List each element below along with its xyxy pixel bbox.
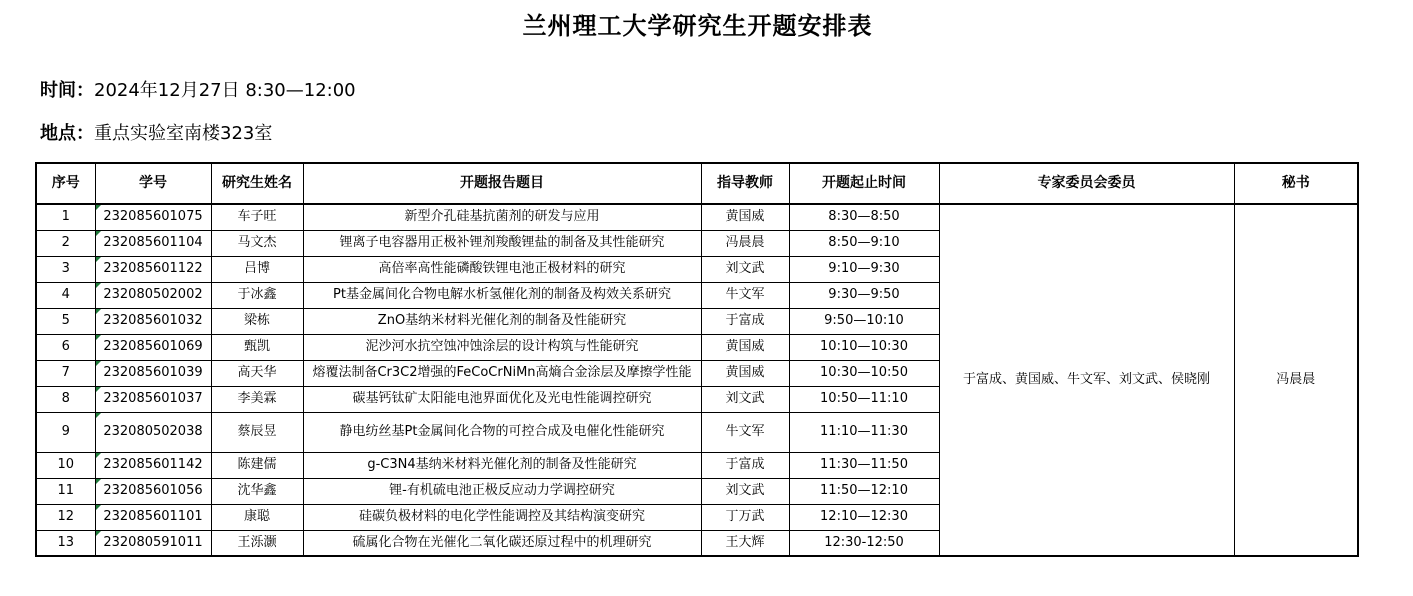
cell-topic: 锂离子电容器用正极补锂剂羧酸锂盐的制备及其性能研究: [303, 230, 701, 256]
cell-time: 11:10—11:30: [789, 412, 939, 452]
place-value: 重点实验室南楼323室: [94, 123, 273, 144]
cell-no: 4: [36, 282, 95, 308]
cell-time: 10:10—10:30: [789, 334, 939, 360]
cell-topic: 硫属化合物在光催化二氧化碳还原过程中的机理研究: [303, 530, 701, 556]
cell-student-id: [95, 452, 211, 478]
student-id-text: 232085601122: [103, 260, 203, 276]
cell-student-id: [95, 204, 211, 230]
cell-no: 8: [36, 386, 95, 412]
cell-topic: 新型介孔硅基抗菌剂的研发与应用: [303, 204, 701, 230]
cell-no: 3: [36, 256, 95, 282]
cell-student-name: 甄凯: [211, 334, 303, 360]
student-id-text: 232085601142: [103, 456, 203, 472]
cell-flag-marker: [96, 479, 101, 484]
header-cell-name: 研究生姓名: [211, 163, 303, 204]
table-row: [36, 204, 1358, 230]
cell-flag-marker: [96, 531, 101, 536]
cell-student-id: [95, 334, 211, 360]
cell-student-name: 梁栋: [211, 308, 303, 334]
cell-student-name: 王泺灏: [211, 530, 303, 556]
cell-time: 9:30—9:50: [789, 282, 939, 308]
student-id-text: 232085601069: [103, 338, 203, 354]
cell-flag-marker: [96, 205, 101, 210]
place-line: [40, 119, 272, 145]
cell-no: 12: [36, 504, 95, 530]
cell-topic: ZnO基纳米材料光催化剂的制备及性能研究: [303, 308, 701, 334]
cell-no: 1: [36, 204, 95, 230]
cell-time: 12:30-12:50: [789, 530, 939, 556]
cell-flag-marker: [96, 309, 101, 314]
cell-no: 5: [36, 308, 95, 334]
cell-advisor: 黄国威: [701, 360, 789, 386]
cell-flag-marker: [96, 257, 101, 262]
cell-no: 6: [36, 334, 95, 360]
cell-topic: 硅碳负极材料的电化学性能调控及其结构演变研究: [303, 504, 701, 530]
student-id-text: 232080591011: [103, 534, 203, 550]
cell-time: 9:50—10:10: [789, 308, 939, 334]
cell-student-name: 李美霖: [211, 386, 303, 412]
cell-flag-marker: [96, 335, 101, 340]
cell-flag-marker: [96, 283, 101, 288]
page-title: 兰州理工大学研究生开题安排表: [522, 12, 873, 40]
cell-no: 11: [36, 478, 95, 504]
student-id-text: 232080502038: [103, 423, 203, 439]
cell-advisor: 刘文武: [701, 478, 789, 504]
cell-student-id: [95, 530, 211, 556]
cell-student-id: [95, 504, 211, 530]
cell-student-id: [95, 478, 211, 504]
cell-student-id: [95, 230, 211, 256]
header-cell-id: 学号: [95, 163, 211, 204]
header-cell-committee: 专家委员会委员: [939, 163, 1234, 204]
cell-student-name: 吕博: [211, 256, 303, 282]
cell-topic: 锂-有机硫电池正极反应动力学调控研究: [303, 478, 701, 504]
cell-advisor: 于富成: [701, 308, 789, 334]
header-cell-no: 序号: [36, 163, 95, 204]
cell-flag-marker: [96, 231, 101, 236]
cell-flag-marker: [96, 413, 101, 418]
cell-advisor: 刘文武: [701, 256, 789, 282]
cell-student-name: 陈建儒: [211, 452, 303, 478]
cell-advisor: 冯晨晨: [701, 230, 789, 256]
cell-advisor: 黄国威: [701, 334, 789, 360]
student-id-text: 232085601037: [103, 390, 203, 406]
cell-flag-marker: [96, 453, 101, 458]
cell-advisor: 王大辉: [701, 530, 789, 556]
cell-advisor: 黄国威: [701, 204, 789, 230]
cell-secretary: 冯晨晨: [1234, 204, 1358, 556]
header-row: [36, 163, 1358, 204]
time-label: 时间：: [40, 80, 94, 101]
cell-student-id: [95, 282, 211, 308]
cell-flag-marker: [96, 387, 101, 392]
student-id-text: 232085601056: [103, 482, 203, 498]
cell-topic: 熔覆法制备Cr3C2增强的FeCoCrNiMn高熵合金涂层及摩擦学性能: [303, 360, 701, 386]
cell-advisor: 刘文武: [701, 386, 789, 412]
cell-time: 8:30—8:50: [789, 204, 939, 230]
cell-topic: 高倍率高性能磷酸铁锂电池正极材料的研究: [303, 256, 701, 282]
student-id-text: 232085601101: [103, 508, 203, 524]
cell-time: 10:50—11:10: [789, 386, 939, 412]
cell-student-id: [95, 360, 211, 386]
cell-topic: Pt基金属间化合物电解水析氢催化剂的制备及构效关系研究: [303, 282, 701, 308]
header-cell-time: 开题起止时间: [789, 163, 939, 204]
cell-topic: 碳基钙钛矿太阳能电池界面优化及光电性能调控研究: [303, 386, 701, 412]
cell-student-name: 车子旺: [211, 204, 303, 230]
cell-student-name: 高天华: [211, 360, 303, 386]
cell-student-name: 康聪: [211, 504, 303, 530]
cell-advisor: 牛文军: [701, 412, 789, 452]
cell-time: 11:30—11:50: [789, 452, 939, 478]
schedule-table: [35, 162, 1359, 557]
time-line: [40, 76, 356, 102]
cell-committee: 于富成、黄国威、牛文军、刘文武、侯晓刚: [939, 204, 1234, 556]
cell-flag-marker: [96, 361, 101, 366]
cell-student-id: [95, 386, 211, 412]
cell-topic: g-C3N4基纳米材料光催化剂的制备及性能研究: [303, 452, 701, 478]
cell-topic: 泥沙河水抗空蚀冲蚀涂层的设计构筑与性能研究: [303, 334, 701, 360]
cell-advisor: 丁万武: [701, 504, 789, 530]
time-value: 2024年12月27日 8:30—12:00: [94, 80, 356, 101]
student-id-text: 232085601104: [103, 234, 203, 250]
cell-topic: 静电纺丝基Pt金属间化合物的可控合成及电催化性能研究: [303, 412, 701, 452]
cell-no: 9: [36, 412, 95, 452]
cell-time: 9:10—9:30: [789, 256, 939, 282]
cell-student-id: [95, 256, 211, 282]
cell-no: 7: [36, 360, 95, 386]
cell-no: 13: [36, 530, 95, 556]
cell-flag-marker: [96, 505, 101, 510]
header-cell-secretary: 秘书: [1234, 163, 1358, 204]
cell-no: 10: [36, 452, 95, 478]
student-id-text: 232085601075: [103, 209, 203, 225]
cell-student-name: 马文杰: [211, 230, 303, 256]
cell-student-name: 沈华鑫: [211, 478, 303, 504]
header-cell-advisor: 指导教师: [701, 163, 789, 204]
cell-time: 10:30—10:50: [789, 360, 939, 386]
cell-student-name: 蔡辰昱: [211, 412, 303, 452]
cell-student-id: [95, 308, 211, 334]
header-cell-topic: 开题报告题目: [303, 163, 701, 204]
cell-advisor: 于富成: [701, 452, 789, 478]
cell-student-name: 于冰鑫: [211, 282, 303, 308]
place-label: 地点：: [40, 123, 94, 144]
cell-time: 12:10—12:30: [789, 504, 939, 530]
student-id-text: 232080502002: [103, 286, 203, 302]
cell-time: 11:50—12:10: [789, 478, 939, 504]
cell-student-id: [95, 412, 211, 452]
student-id-text: 232085601032: [103, 312, 203, 328]
cell-no: 2: [36, 230, 95, 256]
student-id-text: 232085601039: [103, 364, 203, 380]
cell-time: 8:50—9:10: [789, 230, 939, 256]
cell-advisor: 牛文军: [701, 282, 789, 308]
